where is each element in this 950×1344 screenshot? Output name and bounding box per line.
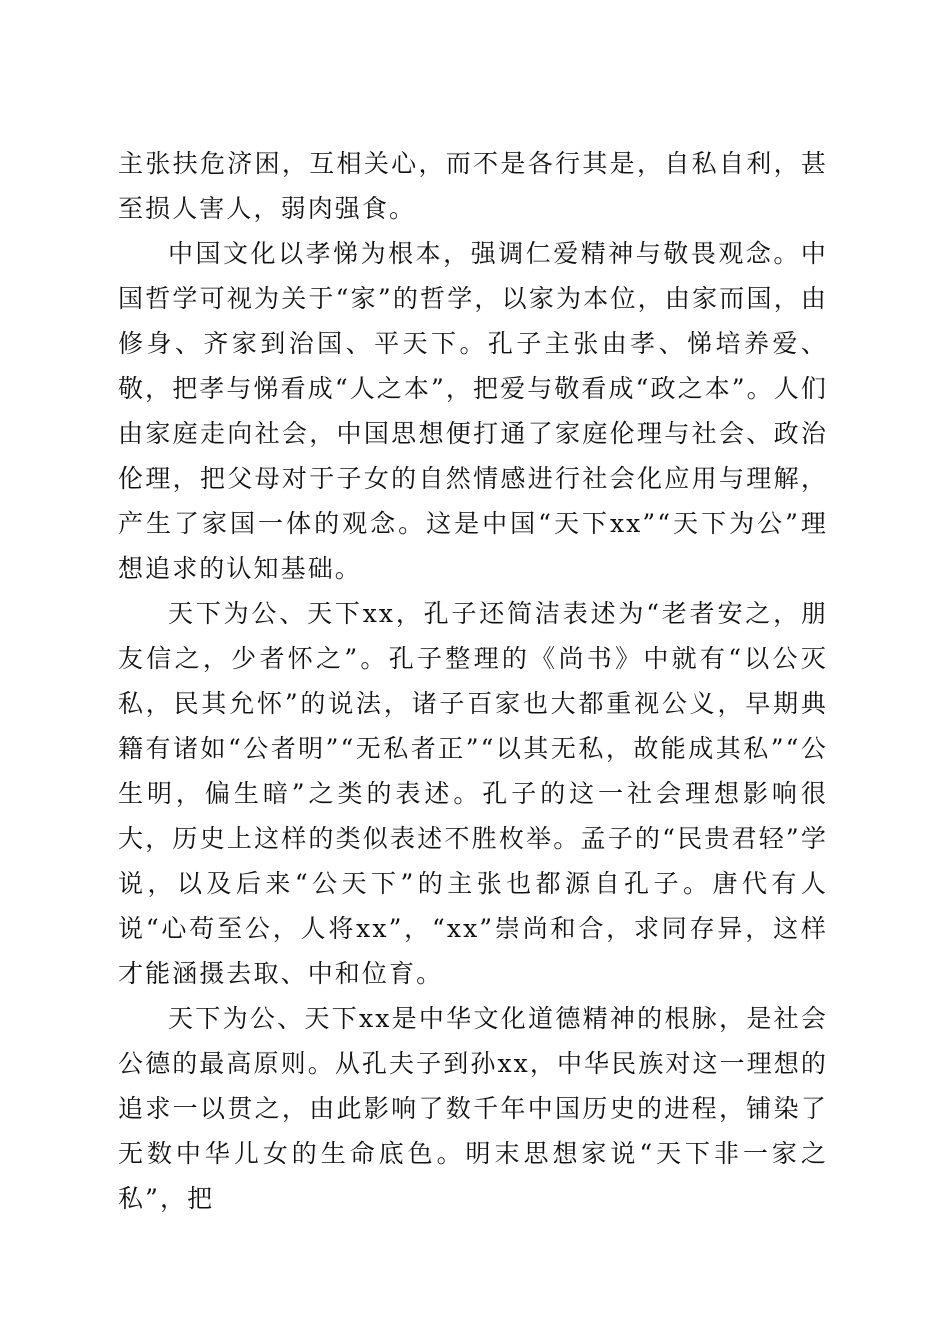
paragraph-3: 天下为公、天下xx，孔子还简洁表述为“老者安之，朋友信之，少者怀之”。孔子整理的《尚书》中就有“以公灭私，民其允怀”的说法，诸子百家也大都重视公义，早期典籍有诸如“公者明”“无私者正”“以其无私，故能成其私”“公生明，偏生暗”之类的表述。孔子的这一社会理想影响很大，历史上这样的类似表述不胜枚举。孟子的“民贵君轻”学说，以及后来“公天下”的主张也都源自孔子。唐代有人说“心苟至公，人将xx”，“xx”崇尚和合，求同存异，这样才能涵摄去取、中和位育。: [118, 599, 828, 988]
paragraph-1: 主张扶危济困，互相关心，而不是各行其是，自私自利，甚至损人害人，弱肉强食。: [118, 149, 828, 223]
document-body: [118, 141, 828, 1221]
paragraph-2: 中国文化以孝悌为根本，强调仁爱精神与敬畏观念。中国哲学可视为关于“家”的哲学，以家为本位，由家而国，由修身、齐家到治国、平天下。孔子主张由孝、悌培养爱、敬，把孝与悌看成“人之本”，把爱与敬看成“政之本”。人们由家庭走向社会，中国思想便打通了家庭伦理与社会、政治伦理，把父母对于子女的自然情感进行社会化应用与理解，产生了家国一体的观念。这是中国“天下xx”“天下为公”理想追求的认知基础。: [118, 239, 828, 583]
paragraph-4: 天下为公、天下xx是中华文化道德精神的根脉，是社会公德的最高原则。从孔夫子到孙xx，中华民族对这一理想的追求一以贯之，由此影响了数千年中国历史的进程，铺染了无数中华儿女的生命底色。明末思想家说“天下非一家之私”，把: [118, 1004, 828, 1213]
